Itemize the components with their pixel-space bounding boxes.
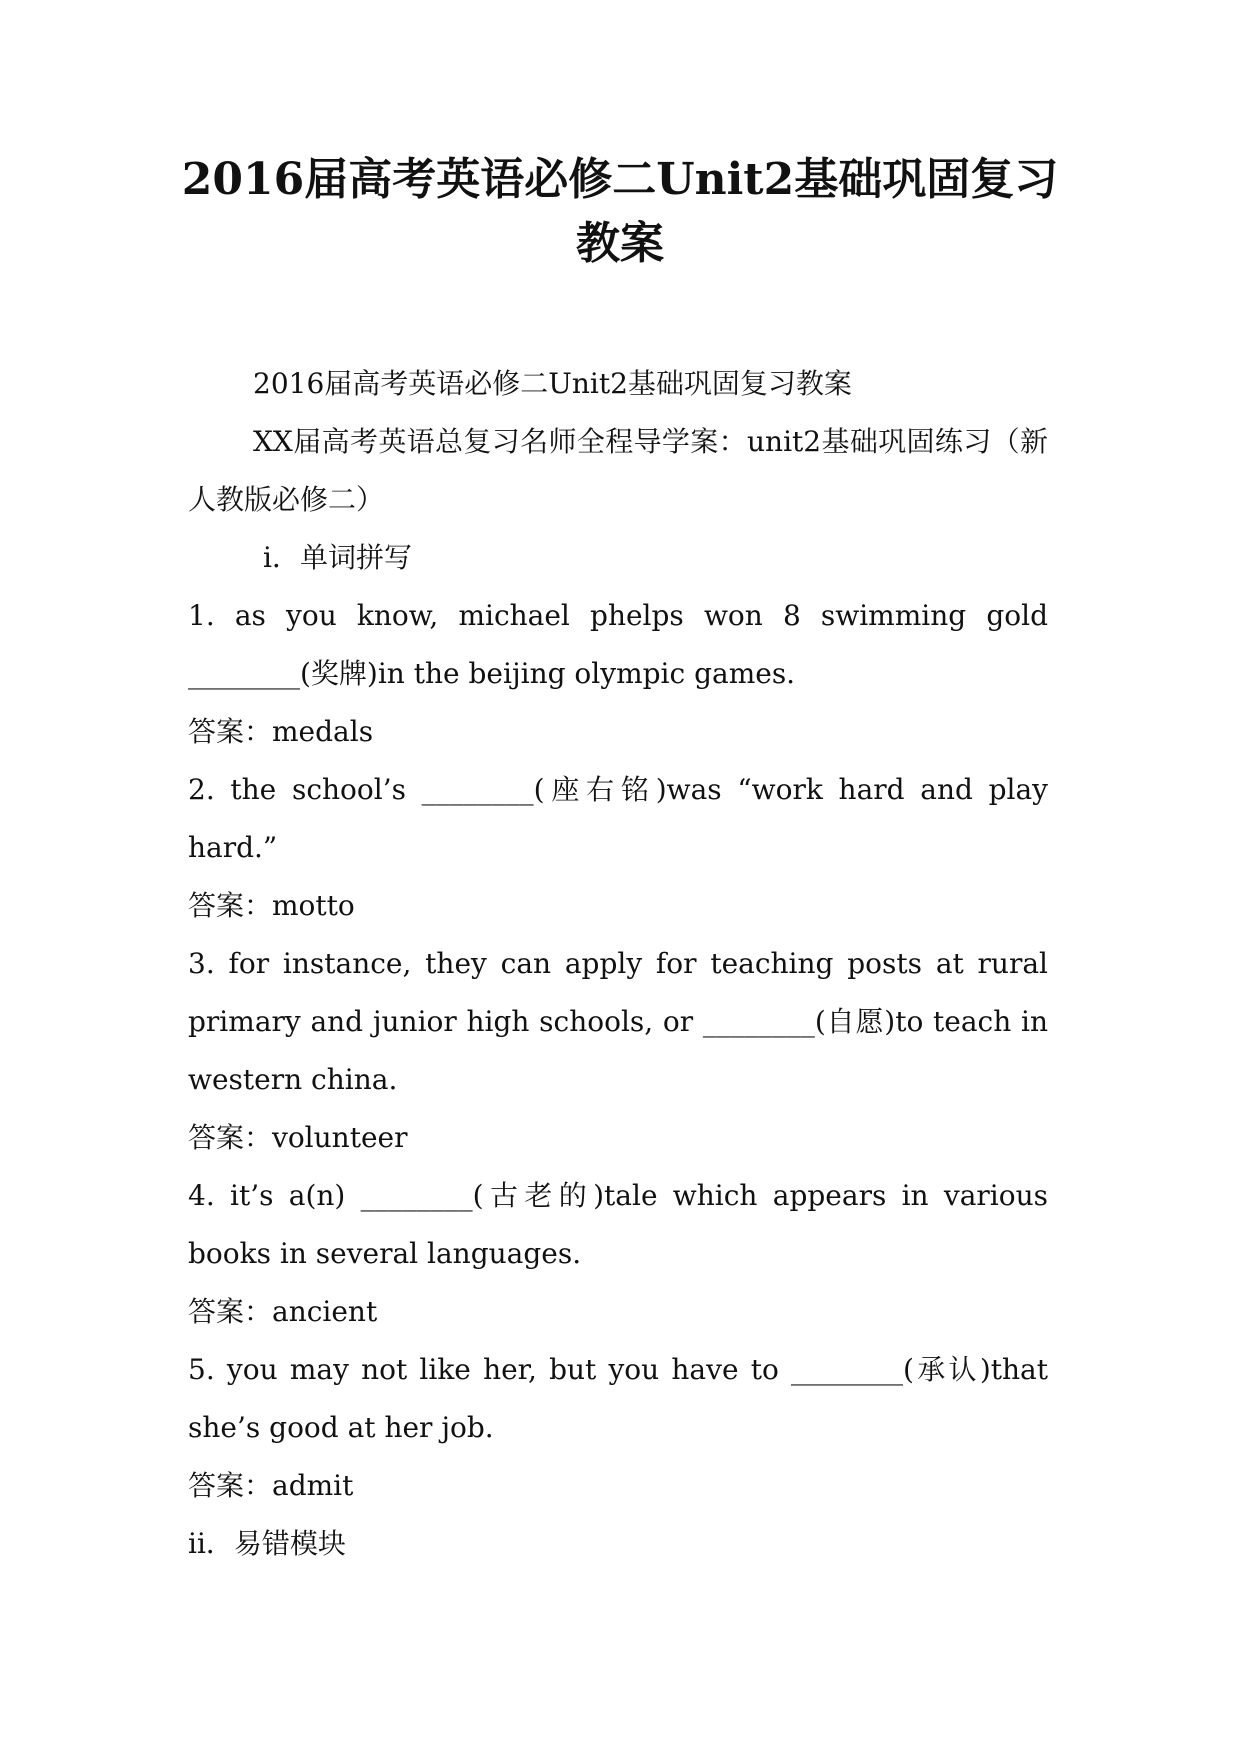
answer-3: 答案：volunteer — [188, 1121, 408, 1154]
question-5: 5. you may not like her, but you have to ________(承认)that she’s good at her job. — [188, 1353, 1048, 1444]
section-heading-error-prone: ⅱ．易错模块 — [188, 1527, 346, 1560]
question-3: 3. for instance, they can apply for teaching posts at rural primary and junior high schools, or ________(自愿)to teach in western china. — [188, 947, 1048, 1096]
answer-5: 答案：admit — [188, 1469, 354, 1502]
question-4: 4. it’s a(n) ________(古老的)tale which appears in various books in several languages. — [188, 1179, 1048, 1270]
answer-4: 答案：ancient — [188, 1295, 378, 1328]
answer-1: 答案：medals — [188, 715, 374, 748]
document-title: 2016届高考英语必修二Unit2基础巩固复习教案 — [181, 154, 1059, 269]
subtitle-paragraph: 2016届高考英语必修二Unit2基础巩固复习教案 — [253, 367, 852, 400]
section-heading-word-spelling: ⅰ．单词拼写 — [263, 541, 412, 574]
intro-paragraph: XX届高考英语总复习名师全程导学案：unit2基础巩固练习（新人教版必修二） — [188, 425, 1048, 516]
answer-2: 答案：motto — [188, 889, 355, 922]
question-2: 2. the school’s ________(座右铭)was “work hard and play hard.” — [188, 773, 1048, 864]
document-body — [188, 355, 1048, 1573]
question-1: 1. as you know, michael phelps won 8 swimming gold ________(奖牌)in the beijing olympic games. — [188, 599, 1048, 690]
